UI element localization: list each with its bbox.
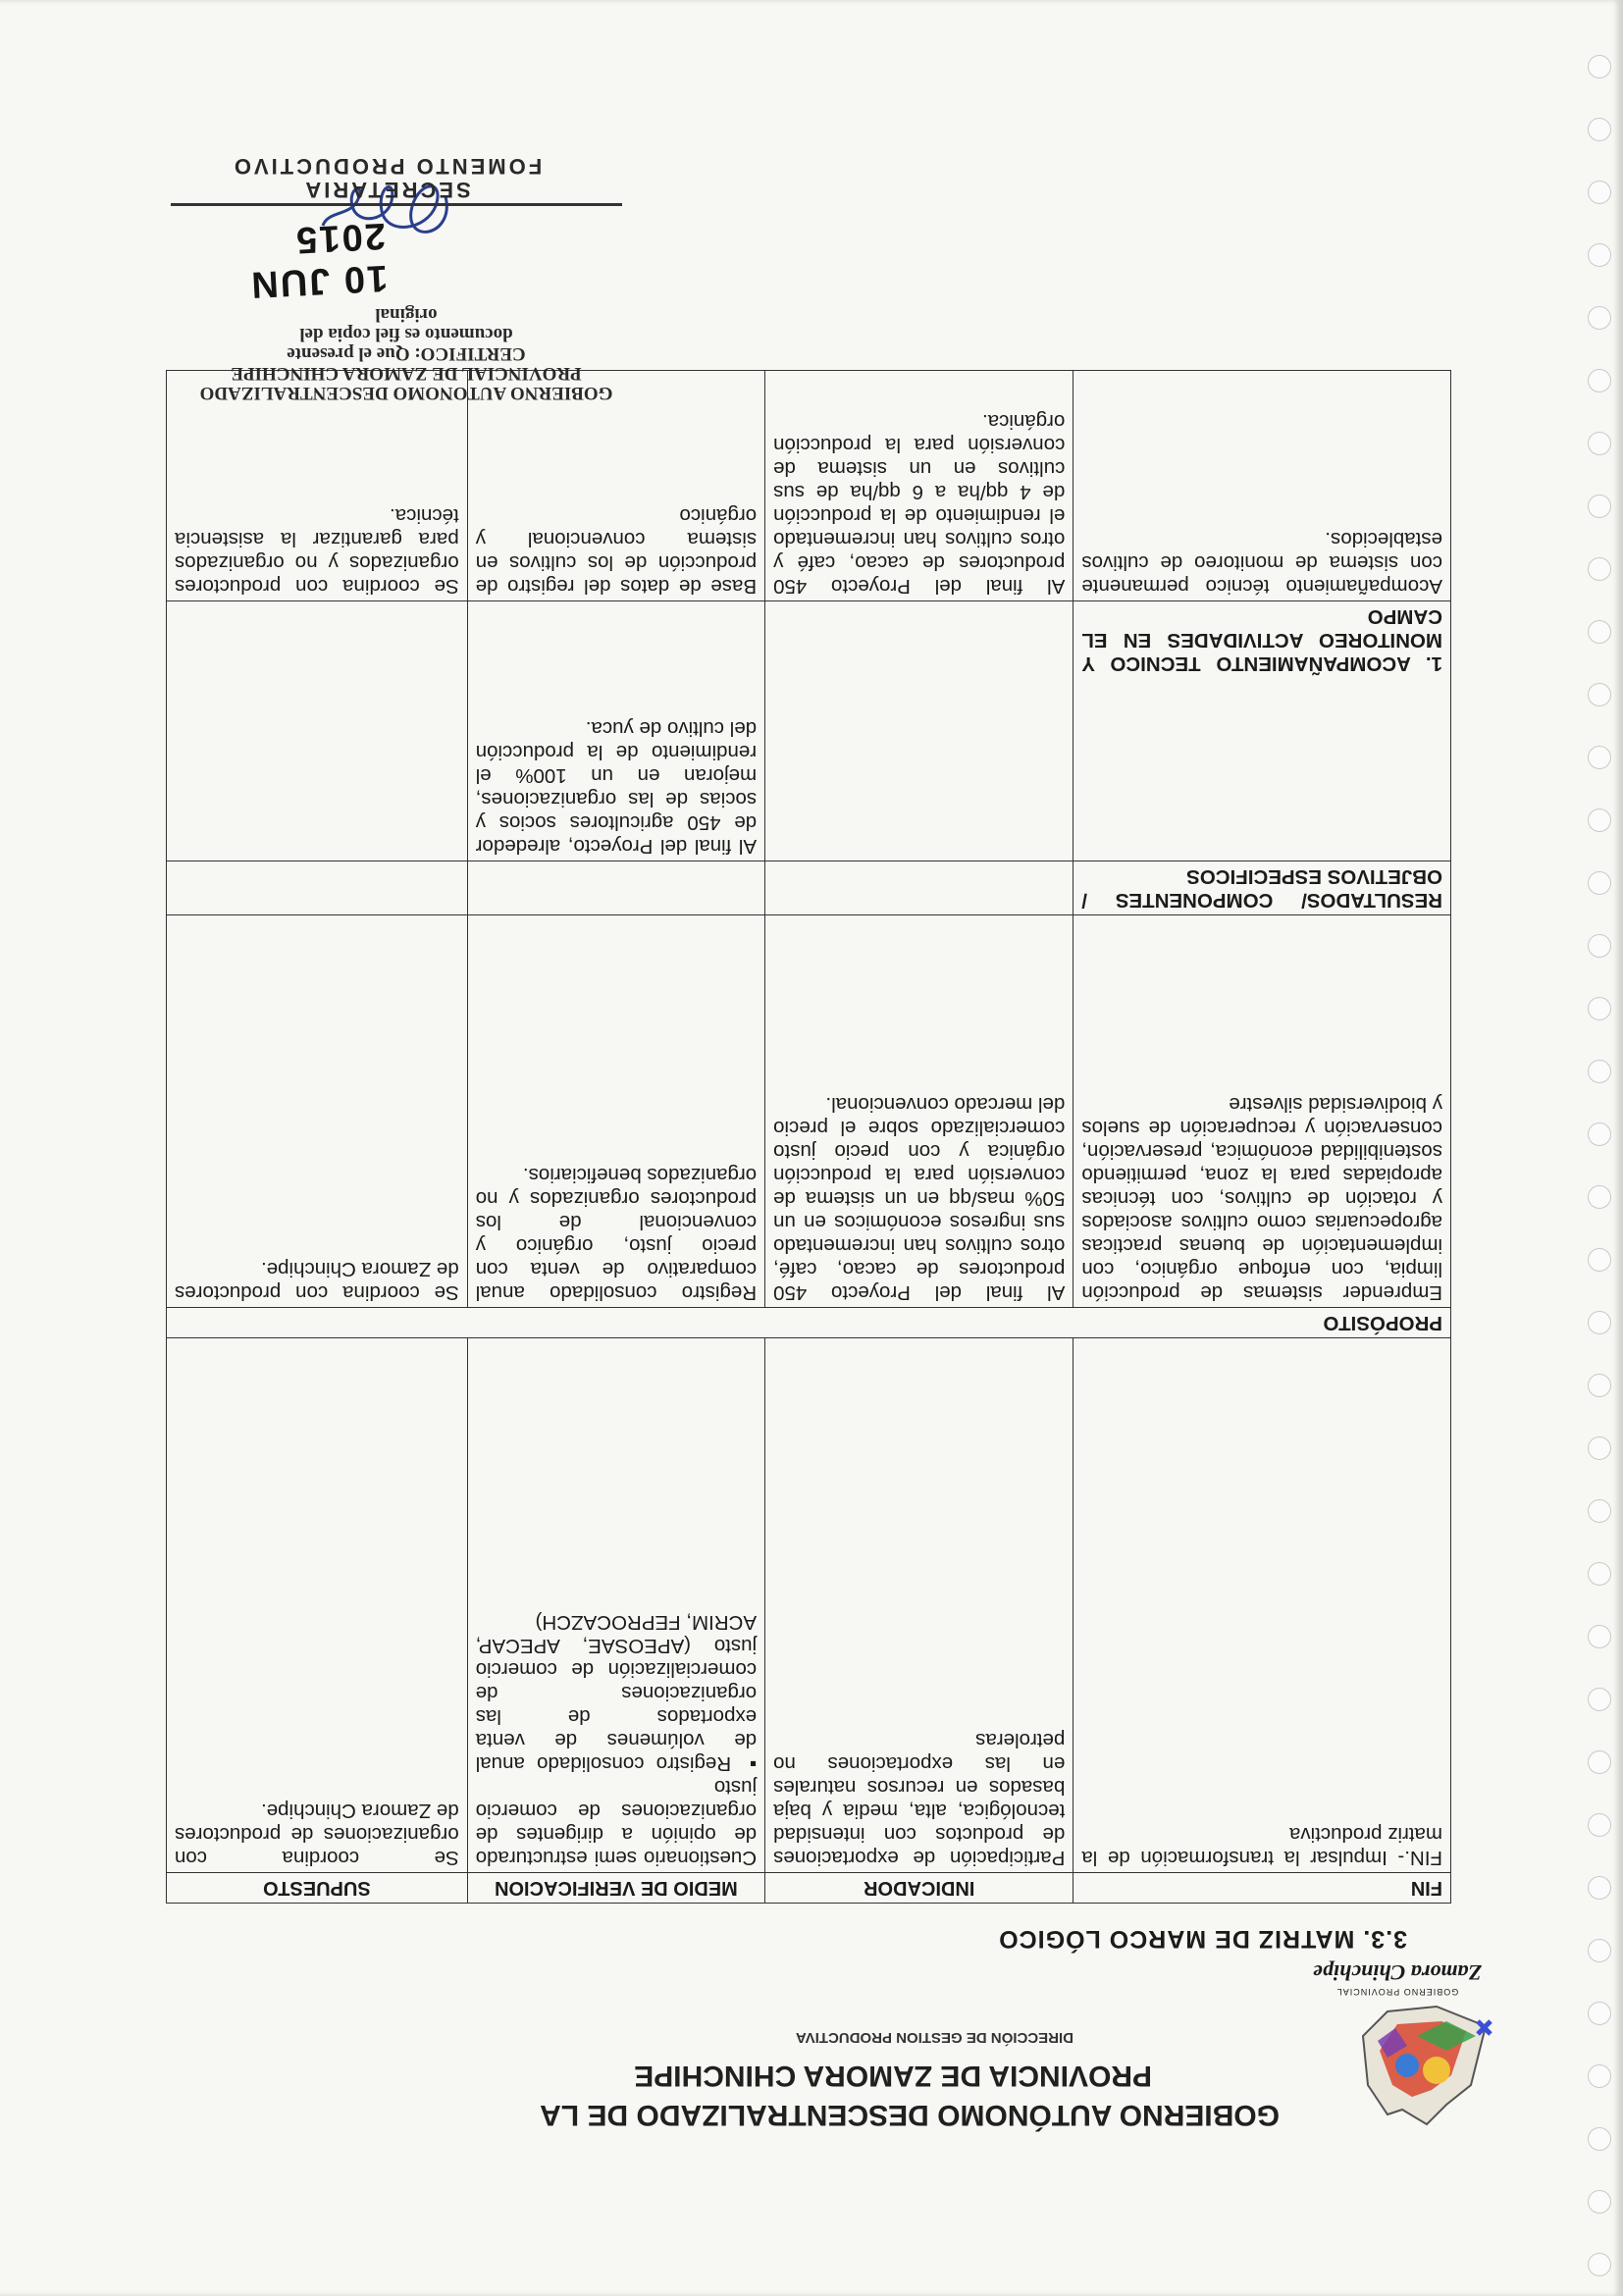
proposito-objective: Emprender sistemas de producción limpia, con enfoque orgánico, con implementación de buenas practicas agropecuarias como cultivos asociados y rotación de cultivos, con técnicas apropiadas para la zona, permitiendo sostenibilidad económica, preservación, conservación y recuperación de suelos y biodiversidad silvestre: [1073, 915, 1451, 1308]
certification-stamp: [151, 88, 642, 402]
proposito-indicator: Al final del Proyecto 450 productores de cacao, café, otros cultivos han incrementado sus ingresos económicos en un 50% mas/qq en un sistema de conversión para la producción orgánica y con precio justo comercializado sobre el precio del mercado convencional.: [765, 915, 1073, 1308]
binder-hole: [1588, 2127, 1611, 2151]
binder-hole: [1588, 1562, 1611, 1586]
binder-hole: [1588, 2064, 1611, 2088]
acompanamiento-verification: Base de datos del registro de producción de los cultivos en sistema convencional y orgánico: [467, 371, 764, 601]
resultados-label: RESULTADOS/ COMPONENTES / OBJETIVOS ESPECIFICOS: [1073, 861, 1451, 915]
proposito-assumption: Se coordina con productores de Zamora Chinchipe.: [167, 915, 468, 1308]
table-row-component-1: [167, 601, 1451, 861]
title-line-2: PROVINCIA DE ZAMORA CHINCHIPE: [634, 2060, 1152, 2092]
table-header-row: [167, 1873, 1451, 1904]
header-indicador: INDICADOR: [765, 1873, 1073, 1904]
table-row-proposito: [167, 915, 1451, 1308]
stamp-office-1: SECRETARIA: [302, 178, 471, 202]
binder-hole: [1588, 181, 1611, 204]
zamora-chinchipe-logo-icon: [1348, 1987, 1505, 2144]
binder-hole: [1588, 557, 1611, 581]
binder-hole: [1588, 55, 1611, 78]
fin-verification: [467, 1338, 764, 1873]
logo-caption: GOBIERNO PROVINCIAL: [1335, 1987, 1459, 1997]
component-1-assumption: [167, 601, 468, 861]
binder-hole: [1588, 1750, 1611, 1774]
table-row-fin: [167, 1338, 1451, 1873]
binder-hole: [1588, 1122, 1611, 1146]
binder-hole: [1588, 934, 1611, 958]
proposito-verification: Registro consolidado anual comparativo de venta con precio justo, orgánico y convencional de los productores organizados y no organizados beneficiarios.: [467, 915, 764, 1308]
binder-hole: [1588, 1374, 1611, 1397]
binder-hole: [1588, 620, 1611, 644]
fin-objective: FIN.- Impulsar la transformación de la matriz productiva: [1073, 1338, 1451, 1873]
acompanamiento-assumption: Se coordina con productores organizados y no organizados para garantizar la asistencia técnica.: [167, 371, 468, 601]
binder-hole: [1588, 2002, 1611, 2025]
header-medio-verificacion: MEDIO DE VERIFICACION: [467, 1873, 764, 1904]
binder-hole: [1588, 1625, 1611, 1648]
government-title: [338, 2056, 1280, 2134]
fin-indicator: Participación de exportaciones de productos con intensidad tecnológica, alta, media y baja basados en recursos naturales en las exportaciones no petroleras: [765, 1338, 1073, 1873]
binder-holes: [1582, 20, 1611, 2276]
title-line-1: GOBIERNO AUTÓNOMO DESCENTRALIZADO DE LA: [540, 2099, 1280, 2131]
header-supuesto: SUPUESTO: [167, 1873, 468, 1904]
binder-hole: [1588, 1311, 1611, 1334]
binder-hole: [1588, 306, 1611, 330]
empty-cell: [167, 861, 468, 915]
binder-hole: [1588, 369, 1611, 392]
document-header: [230, 1948, 1505, 2144]
department-line: DIRECCIÓN DE GESTION PRODUCTIVA: [795, 2029, 1073, 2046]
empty-cell: [765, 861, 1073, 915]
stamp-office-2: FOMENTO PRODUCTIVO: [231, 154, 543, 179]
fin-verification-1: Cuestionario semi estructurado de opinión a dirigentes de organizaciones de comercio justo: [475, 1776, 758, 1869]
stamp-certification-text: [171, 304, 642, 402]
binder-hole: [1588, 1185, 1611, 1209]
binder-hole: [1588, 1939, 1611, 1962]
binder-hole: [1588, 871, 1611, 895]
binder-hole: [1588, 1499, 1611, 1523]
fin-assumption: Se coordina con organizaciones de productores de Zamora Chinchipe.: [167, 1338, 468, 1873]
binder-hole: [1588, 1688, 1611, 1711]
binder-hole: [1588, 432, 1611, 455]
binder-hole: [1588, 1813, 1611, 1837]
binder-hole: [1588, 2190, 1611, 2214]
table-row-resultados-label: [167, 861, 1451, 915]
empty-cell: [467, 861, 764, 915]
stamp-line-5: original: [375, 304, 438, 325]
binder-hole: [1588, 1876, 1611, 1900]
binder-hole: [1588, 1436, 1611, 1460]
stamp-date: 10 JUN 2015: [248, 214, 390, 306]
section-title: 3.3. MATRIZ DE MARCO LÓGICO: [998, 1925, 1407, 1953]
stamp-line-3: CERTIFICO: Que el presente: [287, 343, 526, 364]
binder-hole: [1588, 118, 1611, 141]
stamp-line-4: documento es fiel copia del: [299, 324, 513, 344]
binder-hole: [1588, 495, 1611, 518]
binder-hole: [1588, 1248, 1611, 1272]
stamp-office: [210, 154, 563, 201]
stamp-line-2: PROVINCIAL DE ZAMORA CHINCHIPE: [231, 363, 582, 384]
stamp-divider: [171, 203, 622, 206]
logical-framework-table: [166, 370, 1451, 1904]
binder-hole: [1588, 1060, 1611, 1083]
component-1-indicator: [765, 601, 1073, 861]
table-row-proposito-label: [167, 1308, 1451, 1338]
acompanamiento-indicator: Al final del Proyecto 450 productores de cacao, café y otros cultivos han incrementado el rendimiento de la producción de 4 qq/ha a 6 qq/ha de sus cultivos en un sistema de conversión para la producción orgánica.: [765, 371, 1073, 601]
component-1-title: 1. ACOMPAÑAMIENTO TECNICO Y MONITOREO ACTIVIDADES EN EL CAMPO: [1073, 601, 1451, 861]
stamp-line-1: GOBIERNO AUTONOMO DESCENTRALIZADO: [199, 383, 613, 403]
component-1-verification: Al final del Proyecto, alrededor de 450 agricultores socios y socias de las organizaciones, mejoran en un 100% el rendimiento de la producción del cultivo de yuca.: [467, 601, 764, 861]
binder-hole: [1588, 683, 1611, 706]
fin-verification-2: ▪ Registro consolidado anual de volúmenes de venta exportados de las organizaciones de comercialización de comercio justo (APEOSAE, APECAP, ACRIM, FEPROCAZCH): [476, 1610, 757, 1775]
binder-hole: [1588, 2253, 1611, 2276]
binder-hole: [1588, 746, 1611, 769]
binder-hole: [1588, 997, 1611, 1020]
table-row-acompanamiento: [167, 371, 1451, 601]
acompanamiento-activity: Acompañamiento técnico permanente con sistema de monitoreo de cultivos establecidos.: [1073, 371, 1451, 601]
logo-name: Zamora Chinchipe: [1313, 1960, 1482, 1985]
header-fin: FIN: [1073, 1873, 1451, 1904]
binder-hole: [1588, 809, 1611, 832]
proposito-label: PROPÓSITO: [167, 1308, 1451, 1338]
binder-hole: [1588, 243, 1611, 267]
